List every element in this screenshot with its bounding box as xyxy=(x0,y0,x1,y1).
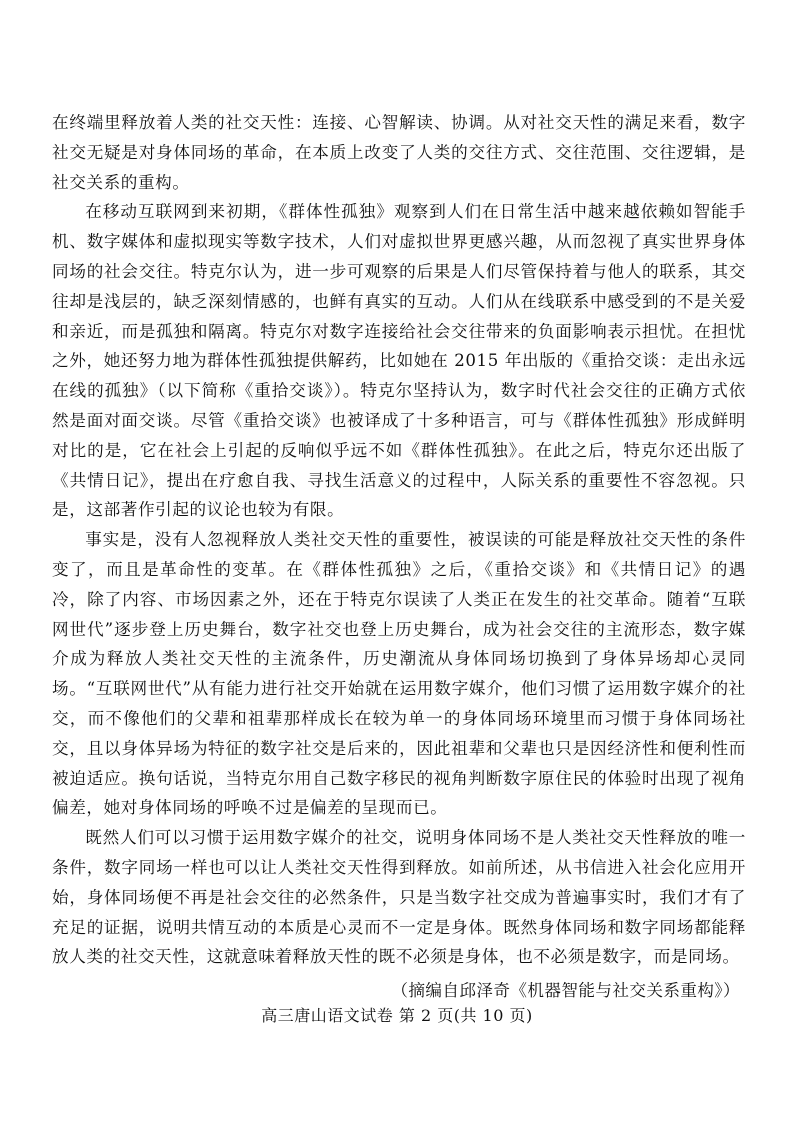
paragraph-2: 在移动互联网到来初期，《群体性孤独》观察到人们在日常生活中越来越依赖如智能手机、数字媒体和虚拟现实等数字技术，人们对虚拟世界更感兴趣，从而忽视了真实世界身体同场的社会交往。特克尔认为，进一步可观察的后果是人们尽管保持着与他人的联系，其交往却是浅层的，缺乏深刻情感的，也鲜有真实的互动。人们从在线联系中感受到的不是关爱和亲近，而是孤独和隔离。特克尔对数字连接给社会交往带来的负面影响表示担忧。在担忧之外，她还努力地为群体性孤独提供解药，比如她在 2015 年出版的《重拾交谈：走出永远在线的孤独》（以下简称《重拾交谈》）。特克尔坚持认为，数字时代社会交往的正确方式依然是面对面交谈。尽管《重拾交谈》也被译成了十多种语言，可与《群体性孤独》形成鲜明对比的是，它在社会上引起的反响似乎远不如《群体性孤独》。在此之后，特克尔还出版了《共情日记》，提出在疗愈自我、寻找生活意义的过程中，人际关系的重要性不容忽视。只是，这部著作引起的议论也较为有限。 xyxy=(52,202,746,520)
page-footer: 高三唐山语文试卷 第 2 页(共 10 页) xyxy=(261,1006,533,1025)
paragraph-3: 事实是，没有人忽视释放人类社交天性的重要性，被误读的可能是释放社交天性的条件变了，而且是革命性的变革。在《群体性孤独》之后，《重拾交谈》和《共情日记》的遇冷，除了内容、市场因素之外，还在于特克尔误读了人类正在发生的社交革命。随着“互联网世代”逐步登上历史舞台，数字社交也登上历史舞台，成为社会交往的主流形态，数字媒介成为释放人类社交天性的主流条件，历史潮流从身体同场切换到了身体异场却心灵同场。“互联网世代”从有能力进行社交开始就在运用数字媒介，他们习惯了运用数字媒介的社交，而不像他们的父辈和祖辈那样成长在较为单一的身体同场环境里而习惯于身体同场社交，且以身体异场为特征的数字社交是后来的，因此祖辈和父辈也只是因经济性和便利性而被迫适应。换句话说，当特克尔用自己数字移民的视角判断数字原住民的体验时出现了视角偏差，她对身体同场的呼唤不过是偏差的呈现而已。 xyxy=(52,530,746,818)
source-citation: （摘编自邱泽奇《机器智能与社交关系重构》） xyxy=(391,981,740,1001)
paragraph-1: 在终端里释放着人类的社交天性：连接、心智解读、协调。从对社交天性的满足来看，数字社交无疑是对身体同场的革命，在本质上改变了人类的交往方式、交往范围、交往逻辑，是社交关系的重构。 xyxy=(52,113,746,192)
paragraph-4: 既然人们可以习惯于运用数字媒介的社交，说明身体同场不是人类社交天性释放的唯一条件，数字同场一样也可以让人类社交天性得到释放。如前所述，从书信进入社会化应用开始，身体同场便不再是社会交往的必然条件，只是当数字社交成为普遍事实时，我们才有了充足的证据，说明共情互动的本质是心灵而不一定是身体。既然身体同场和数字同场都能释放人类的社交天性，这就意味着释放天性的既不必须是身体，也不必须是数字，而是同场。 xyxy=(52,828,746,967)
